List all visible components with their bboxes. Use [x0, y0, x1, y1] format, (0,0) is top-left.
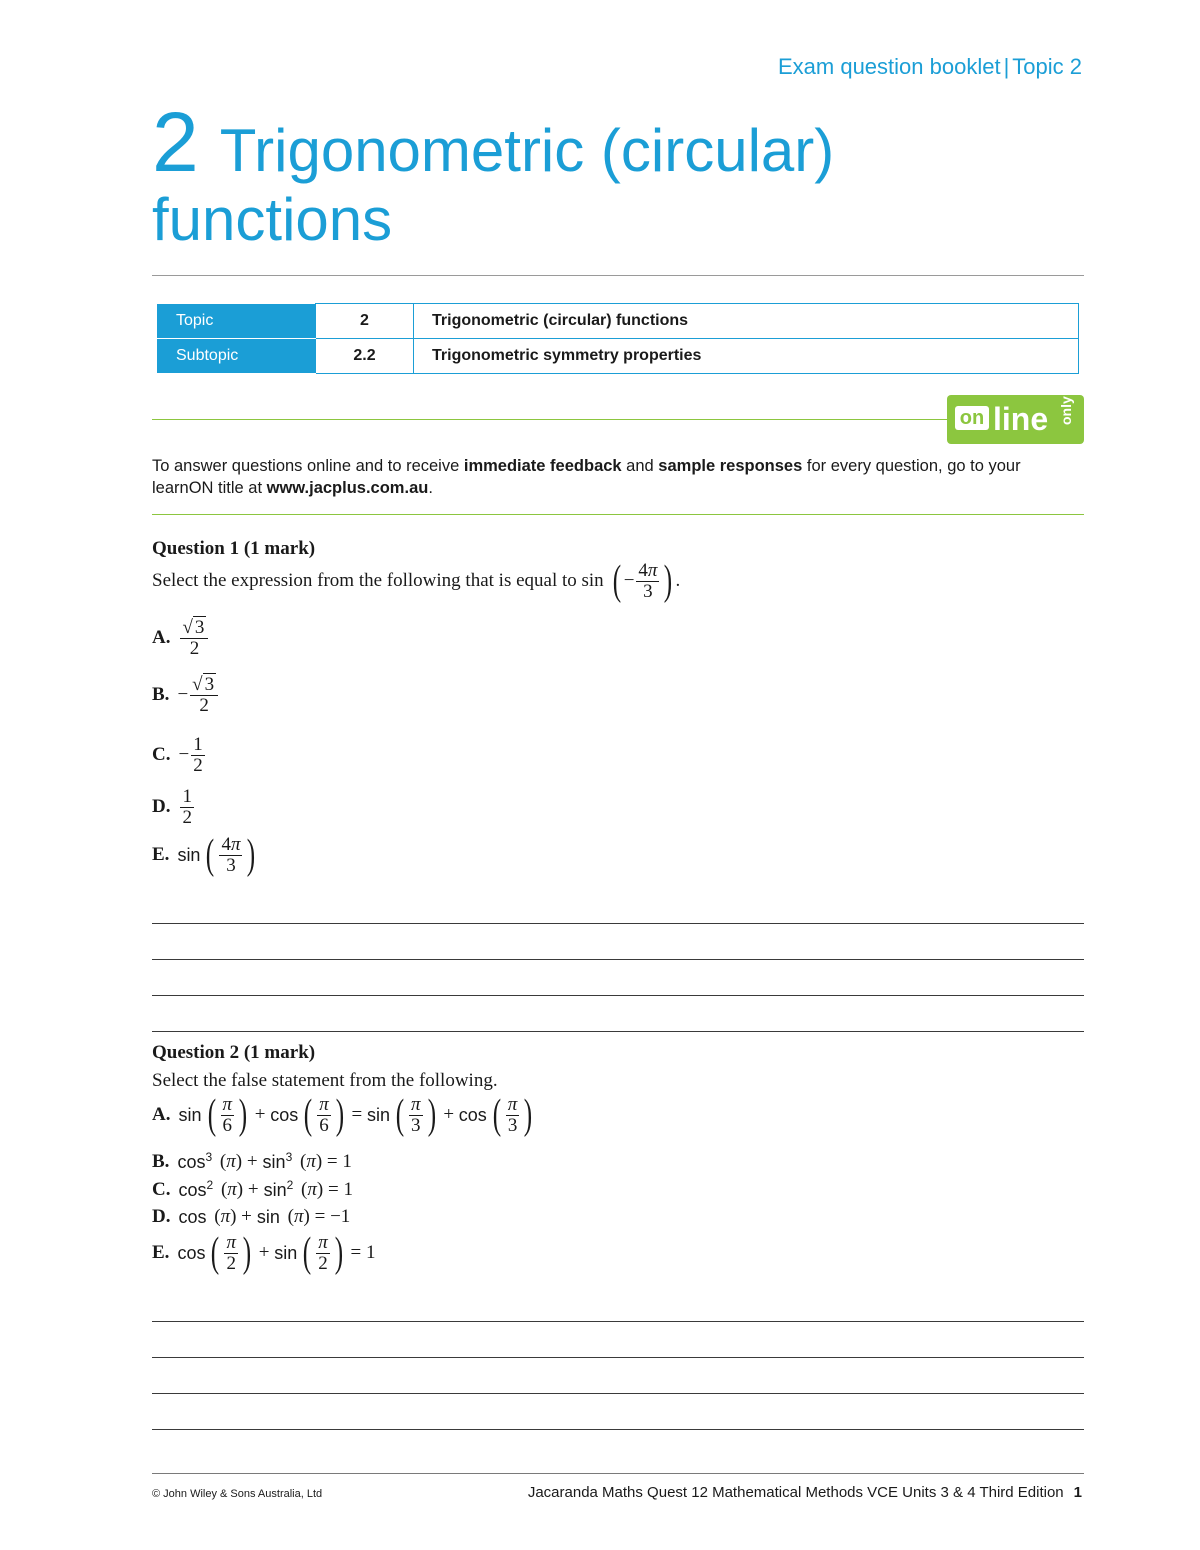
question-2-option-e[interactable]: E. cos ( $\frac{\pi}{2}$ ) + sin ( $\frac{\pi}{2}$ ) = 1 [152, 1230, 376, 1276]
subtopic-number: 2.2 [316, 339, 414, 374]
subtopic-key: Subtopic [158, 339, 316, 374]
question-2-option-d[interactable]: D. cos (π) + sin (π) = −1 [152, 1206, 351, 1227]
chapter-title [152, 95, 835, 253]
question-2-option-b[interactable]: B. $\cos^3$ (π) + $\sin^3$ (π) = 1 [152, 1150, 352, 1172]
topic-value: Trigonometric (circular) functions [414, 304, 1079, 339]
footer-divider [152, 1473, 1084, 1474]
jacplus-link[interactable]: www.jacplus.com.au [266, 479, 429, 497]
question-1-option-c[interactable]: C. − $\frac{1}{2}$ [152, 734, 203, 776]
question-2-option-c[interactable]: C. $\cos^2$ (π) + $\sin^2$ (π) = 1 [152, 1178, 353, 1200]
answer-line[interactable] [152, 1321, 1084, 1322]
online-intro: To answer questions online and to receive immediate feedback and sample responses for every question, go to your learnON title at www.jacplus.com.au. [152, 457, 1021, 497]
chapter-number: 2 [152, 95, 198, 189]
online-logo-on: on [955, 406, 989, 430]
question-1-option-b[interactable]: B. − $\frac{√ 3}{2}$ [152, 675, 220, 716]
topic-table [157, 303, 1079, 374]
online-logo-line: line [993, 401, 1049, 437]
header-divider [152, 275, 1084, 276]
question-1-stem: Select the expression from the following that is equal to sin ( − $\frac{4\pi}{3}$ ) . [152, 558, 681, 604]
answer-line[interactable] [152, 1031, 1084, 1032]
chapter-title-line1: Trigonometric (circular) [219, 117, 835, 184]
booklet-header: Exam question booklet | Topic 2 [777, 54, 1082, 79]
chapter-title-line2: functions [152, 186, 393, 253]
answer-line[interactable] [152, 1357, 1084, 1358]
page-number: 1 [1073, 1484, 1082, 1501]
subtopic-value: Trigonometric symmetry properties [414, 339, 1079, 374]
question-2-stem: Select the false statement from the following. [152, 1070, 498, 1091]
question-2-heading: Question 2 (1 mark) [152, 1042, 316, 1063]
online-only-logo [947, 395, 1084, 444]
answer-line[interactable] [152, 959, 1084, 960]
question-1-heading: Question 1 (1 mark) [152, 538, 316, 559]
footer-copyright: © John Wiley & Sons Australia, Ltd [152, 1488, 323, 1500]
table-row [158, 339, 1079, 374]
online-divider-bottom [152, 514, 1084, 515]
online-divider-top [152, 419, 947, 420]
topic-number: 2 [316, 304, 414, 339]
question-1-option-d[interactable]: D. $\frac{1}{2}$ [152, 786, 192, 828]
online-logo-only: only [1058, 396, 1074, 425]
answer-line[interactable] [152, 1393, 1084, 1394]
answer-line[interactable] [152, 1429, 1084, 1430]
question-2-option-a[interactable]: A. sin ( $\frac{\pi}{6}$ ) + cos ( $\frac{\pi}{6}$ ) = sin ( $\frac{\pi}{3}$ ) + cos ( $\frac{\pi}{3}$ ) [152, 1092, 533, 1138]
table-row [158, 304, 1079, 339]
booklet-title: Exam question booklet [777, 54, 1001, 79]
question-1-option-e[interactable]: E. sin ( $\frac{4\pi}{3}$ ) [152, 832, 256, 878]
question-1-option-a[interactable]: A. $\frac{√ 3}{2}$ [152, 618, 210, 659]
footer-book-title: Jacaranda Maths Quest 12 Mathematical Methods VCE Units 3 & 4 Third Edition 1 [527, 1484, 1082, 1501]
answer-line[interactable] [152, 923, 1084, 924]
answer-line[interactable] [152, 995, 1084, 996]
booklet-topic: Topic 2 [1012, 54, 1082, 79]
topic-key: Topic [158, 304, 316, 339]
